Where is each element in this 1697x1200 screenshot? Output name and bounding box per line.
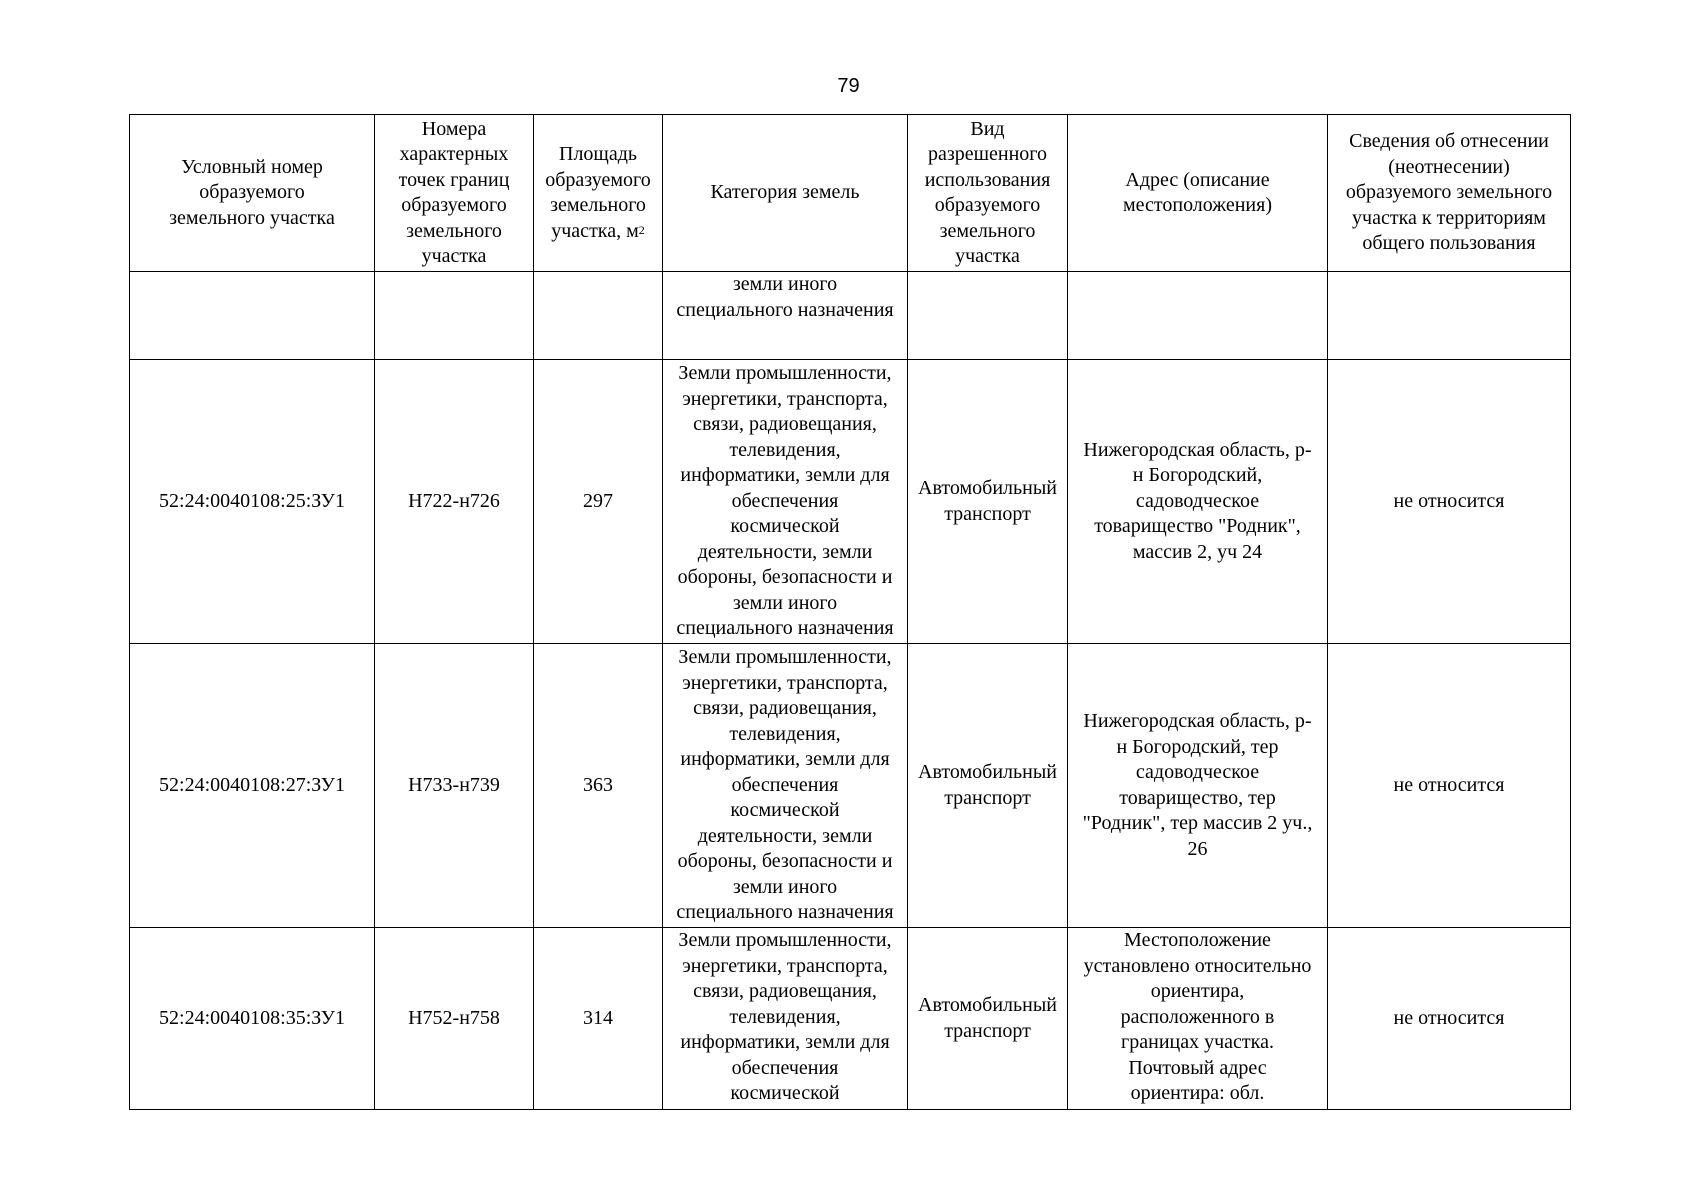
cell-boundary-points: Н752-н758 (375, 928, 534, 1110)
text-line: Площадь (559, 143, 637, 165)
land-plots-table (129, 114, 1571, 1110)
cell-land-category (663, 360, 908, 644)
cell-public-use: не относится (1328, 928, 1571, 1110)
cell-boundary-points: Н722-н726 (375, 360, 534, 644)
table-row (130, 360, 1571, 644)
text-line: обеспечения (731, 773, 839, 796)
text-line: обороны, безопасности и (677, 850, 893, 873)
text-line: образуемого (545, 168, 651, 191)
header-permitted-use (908, 115, 1068, 272)
text-line: энергетики, транспорта, (682, 671, 888, 694)
text-line: точек границ (398, 168, 510, 191)
text-line: Автомобильный (918, 994, 1057, 1016)
text-line: 26 (1187, 837, 1208, 860)
text-line: Сведения об отнесении (1349, 130, 1549, 153)
header-permitted-use-lines (908, 117, 1067, 270)
header-land-category-lines (663, 180, 907, 206)
cell-area: 363 (534, 644, 663, 928)
text-line: земли иного (732, 591, 838, 614)
text-line: космической (730, 1082, 840, 1104)
text-line: связи, радиовещания, (693, 413, 877, 436)
table-header-row (130, 115, 1571, 272)
text-line: участка (955, 245, 1020, 267)
text-line: участка к территориям (1352, 206, 1546, 229)
text-line: Земли промышленности, (678, 929, 892, 951)
text-line: информатики, земли для (680, 1031, 890, 1053)
text-line: Местоположение (1124, 929, 1271, 951)
text-line: Вид (970, 117, 1005, 140)
text-line: товарищество, тер (1119, 786, 1276, 809)
text-line: телевидения, (729, 1005, 841, 1028)
cell-plot-number: 52:24:0040108:35:ЗУ1 (130, 928, 375, 1110)
text-line: разрешенного (927, 143, 1048, 165)
text-line: Нижегородская область, р- (1083, 438, 1312, 461)
text-line: садоводческое (1135, 489, 1260, 512)
header-area-lines (534, 142, 662, 219)
cell-boundary-points: Н733-н739 (375, 644, 534, 928)
table-row (130, 272, 1571, 360)
text-line: обеспечения (731, 1056, 839, 1079)
text-line: Нижегородская область, р- (1083, 710, 1312, 732)
page-number: 79 (837, 75, 860, 97)
text-line: энергетики, транспорта, (682, 954, 888, 977)
cell-land-category (663, 644, 908, 928)
text-line: транспорт (944, 786, 1031, 809)
text-line: транспорт (944, 502, 1031, 525)
header-area-unit: участка, $м^2$ (551, 219, 645, 242)
text-line: характерных (399, 143, 509, 165)
header-public-use (1328, 115, 1571, 272)
text-line: земли иного (732, 273, 838, 295)
header-public-use-lines (1328, 129, 1570, 257)
header-plot-number (130, 115, 375, 272)
cell-address (1068, 928, 1328, 1110)
text-line: информатики, земли для (680, 464, 890, 487)
text-line: "Родник", тер массив 2 уч., (1082, 812, 1313, 834)
header-plot-number-lines (130, 155, 374, 232)
header-area-superscript: 2 (638, 222, 645, 237)
text-line: земельного (550, 194, 646, 216)
text-line: н Богородский, (1132, 464, 1263, 487)
text-line: товарищество "Родник", (1094, 515, 1301, 538)
cell-permitted-use (908, 272, 1068, 360)
text-line: деятельности, земли (697, 824, 873, 847)
cell-permitted-use (908, 360, 1068, 644)
cell-area: 314 (534, 928, 663, 1110)
text-line: образуемого (199, 181, 305, 204)
text-line: обороны, безопасности и (677, 566, 893, 589)
text-line: транспорт (944, 1019, 1031, 1042)
text-line: Автомобильный (918, 761, 1057, 783)
cell-land-category (663, 928, 908, 1110)
text-line: специального назначения (676, 901, 894, 924)
text-line: общего пользования (1362, 232, 1536, 255)
text-line: телевидения, (729, 722, 841, 745)
text-line: земельного (939, 219, 1036, 242)
header-address-lines (1068, 168, 1327, 219)
text-line: Условный номер (181, 155, 323, 178)
header-boundary-points (375, 115, 534, 272)
header-address (1068, 115, 1328, 272)
text-line: специального назначения (676, 298, 894, 321)
text-line: использования (924, 168, 1051, 191)
text-line: образуемого (934, 194, 1041, 216)
cell-plot-number: 52:24:0040108:27:ЗУ1 (130, 644, 375, 928)
text-line: телевидения, (729, 438, 841, 461)
text-line: образуемого (401, 194, 507, 216)
cell-public-use (1328, 272, 1571, 360)
header-boundary-points-lines (375, 117, 533, 270)
cell-permitted-use (908, 644, 1068, 928)
text-line: Земли промышленности, (678, 362, 892, 385)
text-line: участка (421, 245, 487, 267)
text-line: специального назначения (676, 617, 894, 640)
cell-boundary-points (375, 272, 534, 360)
text-line: Категория земель (710, 181, 860, 204)
text-line: Адрес (описание (1125, 168, 1270, 191)
header-land-category (663, 115, 908, 272)
text-line: деятельности, земли (697, 540, 873, 563)
text-line: установлено относительно (1083, 954, 1312, 977)
cell-public-use: не относится (1328, 644, 1571, 928)
table-row (130, 644, 1571, 928)
text-line: границах участка. (1121, 1031, 1274, 1053)
text-line: связи, радиовещания, (693, 980, 877, 1002)
text-line: космической (730, 799, 840, 822)
text-line: ориентира: обл. (1130, 1082, 1265, 1104)
cell-public-use: не относится (1328, 360, 1571, 644)
table-row (130, 928, 1571, 1110)
text-line: Почтовый адрес (1128, 1056, 1267, 1079)
text-line: информатики, земли для (680, 748, 890, 771)
text-line: энергетики, транспорта, (682, 387, 888, 410)
text-line: образуемого земельного (1345, 181, 1553, 204)
text-line: (неотнесении) (1388, 155, 1510, 178)
cell-land-category (663, 272, 908, 360)
text-line: садоводческое (1135, 761, 1260, 783)
text-line: земельного участка (169, 206, 335, 229)
text-line: связи, радиовещания, (693, 697, 877, 720)
cell-address (1068, 272, 1328, 360)
cell-area (534, 272, 663, 360)
text-line: космической (730, 515, 840, 538)
cell-plot-number: 52:24:0040108:25:ЗУ1 (130, 360, 375, 644)
text-line: Автомобильный (918, 477, 1057, 499)
text-line: Номера (421, 117, 487, 140)
text-line: местоположения) (1122, 194, 1272, 216)
cell-plot-number (130, 272, 375, 360)
text-line: ориентира, (1150, 980, 1245, 1002)
text-line: массив 2, уч 24 (1132, 540, 1263, 563)
text-line: расположенного в (1120, 1005, 1275, 1028)
header-area (534, 115, 663, 272)
cell-permitted-use (908, 928, 1068, 1110)
cell-address (1068, 360, 1328, 644)
text-line: земли иного (732, 875, 838, 898)
text-line: н Богородский, тер (1116, 735, 1279, 758)
text-line: земельного (406, 219, 502, 242)
cell-address (1068, 644, 1328, 928)
cell-area: 297 (534, 360, 663, 644)
text-line: Земли промышленности, (678, 646, 892, 669)
text-line: обеспечения (731, 489, 839, 512)
